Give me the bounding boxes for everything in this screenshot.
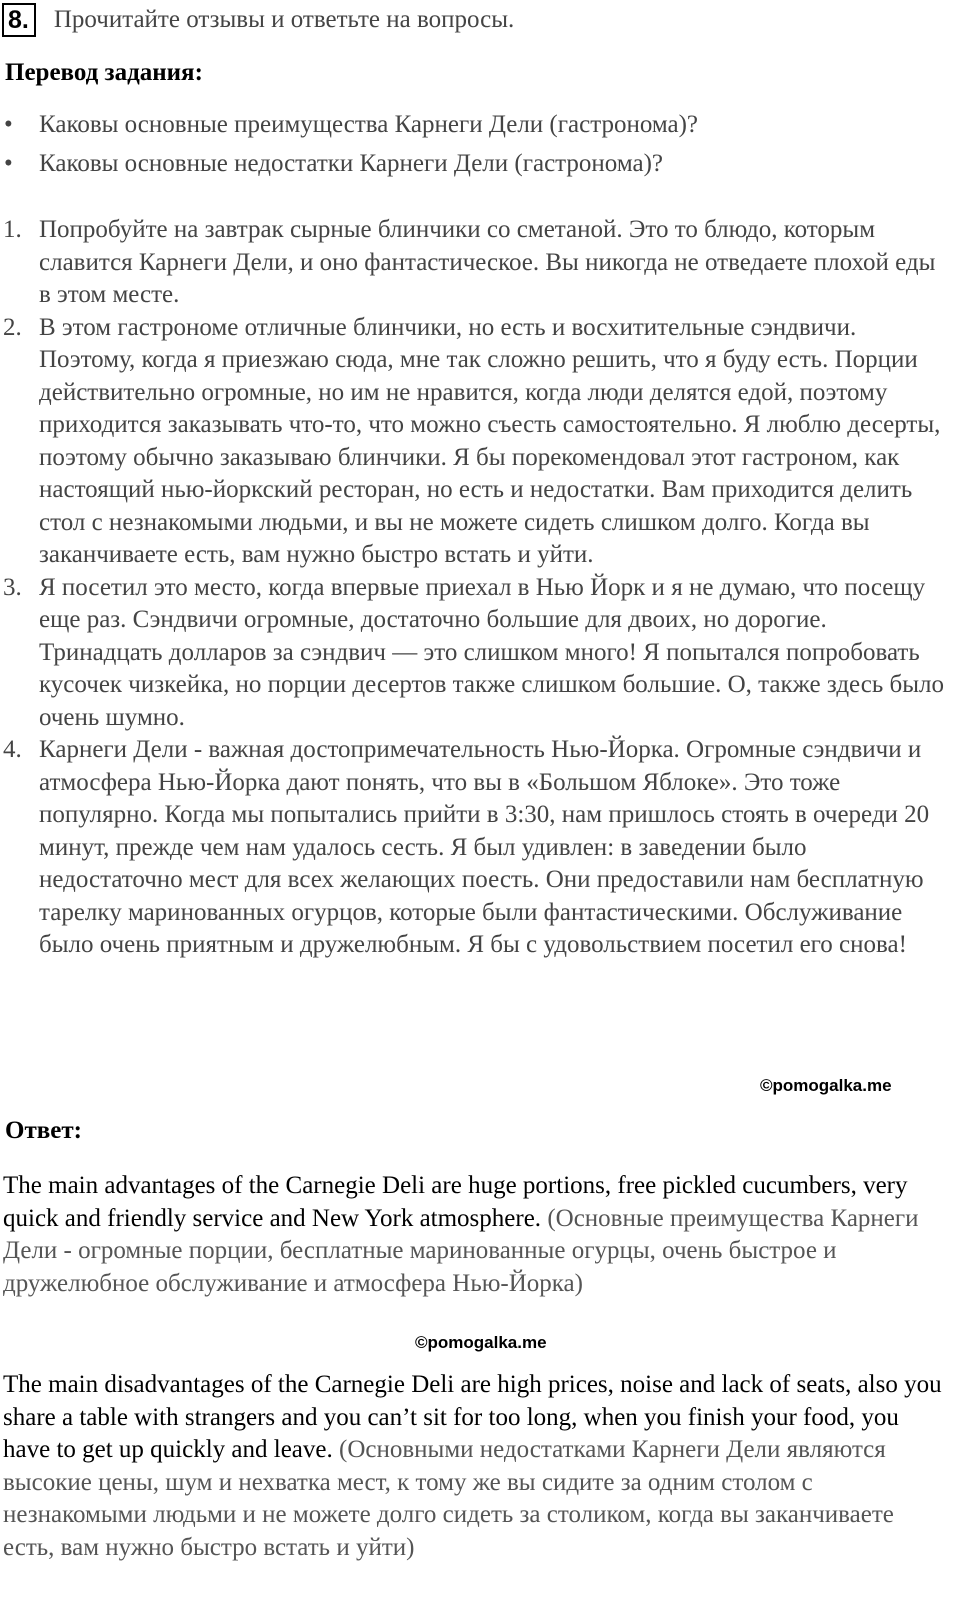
review-item [0,214,945,312]
review-number: 2. [3,313,22,341]
advantages-russian: (Основные преимущества Карнеги Дели - огромные порции, бесплатные маринованные огурцы, очень быстрое и дружелюбное обслуживание и атмосфера Нью-Йорка) [3,1204,919,1297]
translation-questions [0,110,950,188]
bullet-icon: • [4,150,13,177]
reviews-list [0,214,945,962]
review-text: В этом гастрономе отличные блинчики, но есть и восхитительные сэндвичи. Поэтому, когда я приезжаю сюда, мне так сложно решить, что я буду есть. Порции действительно огромные, но им не нравится, когда люди делятся едой, поэтому приходится заказывать что-то, что можно съесть самостоятельно. Я люблю десерты, поэтому обычно заказываю блинчики. Я бы порекомендовал этот гастроном, как настоящий нью-йоркский ресторан, но есть и недостатки. Вам приходится делить стол с незнакомыми людьми, и вы не можете сидеть слишком долго. Когда вы заканчиваете есть, вам нужно быстро встать и уйти. [39,313,941,568]
task-instruction: Прочитайте отзывы и ответьте на вопросы. [53,6,515,33]
review-number: 4. [3,736,22,763]
review-text: Я посетил это место, когда впервые приехал в Нью Йорк и я не думаю, что посещу еще раз. Сэндвичи огромные, достаточно большие для двоих, но дорогие. Тринадцать долларов за сэндвич — это слишком много! Я попытался попробовать кусочек чизкейка, но порции десертов также слишком большие. О, также здесь было очень шумно. [39,573,944,731]
review-text: Попробуйте на завтрак сырные блинчики со сметаной. Это то блюдо, которым славится Карнеги Дели, и оно фантастическое. Вы никогда не отведаете плохой еды в этом месте. [39,216,936,308]
review-number: 3. [3,573,22,601]
watermark-top: ©pomogalka.me [760,1076,892,1095]
task-header [2,2,514,38]
review-number: 1. [3,216,22,243]
question-item [0,149,950,179]
question-item [0,110,950,140]
review-item [0,734,945,962]
disadvantages-russian: (Основными недостатками Карнеги Дели являются высокие цены, шум и нехватка мест, к тому же вы сидите за одним столом с незнакомыми людьми и не можете долго сидеть за столиком, когда вы заканчиваете есть, вам нужно быстро встать и уйти) [3,1436,894,1561]
task-number: 8. [2,3,36,37]
advantages-english: The main advantages of the Carnegie Deli are huge portions, free pickled cucumbers, very quick and friendly service and New York atmosphere. [3,1172,908,1232]
answer-advantages [3,1170,948,1300]
question-text: Каковы основные преимущества Карнеги Дели (гастронома)? [39,111,699,138]
translation-title: Перевод задания: [5,59,203,86]
watermark-middle: ©pomogalka.me [415,1333,547,1352]
question-text: Каковы основные недостатки Карнеги Дели (гастронома)? [39,150,663,177]
review-item [0,312,945,572]
answer-disadvantages [3,1369,948,1564]
review-text: Карнеги Дели - важная достопримечательность Нью-Йорка. Огромные сэндвичи и атмосфера Нью-Йорка дают понять, что вы в «Большом Яблоке». Это тоже популярно. Когда мы попытались прийти в 3:30, нам пришлось стоять в очереди 20 минут, прежде чем нам удалось сесть. Я был удивлен: в заведении было недостаточно мест для всех желающих поесть. Они предоставили нам бесплатную тарелку маринованных огурцов, которые были фантастическими. Обслуживание было очень приятным и дружелюбным. Я бы с удовольствием посетил его снова! [39,736,930,958]
bullet-icon: • [4,111,13,138]
disadvantages-english: The main disadvantages of the Carnegie Deli are high prices, noise and lack of seats, also you share a table with strangers and you can’t sit for too long, when you finish your food, you have to get up quickly and leave. [3,1371,942,1463]
review-item [0,572,945,735]
answer-title: Ответ: [5,1117,82,1144]
